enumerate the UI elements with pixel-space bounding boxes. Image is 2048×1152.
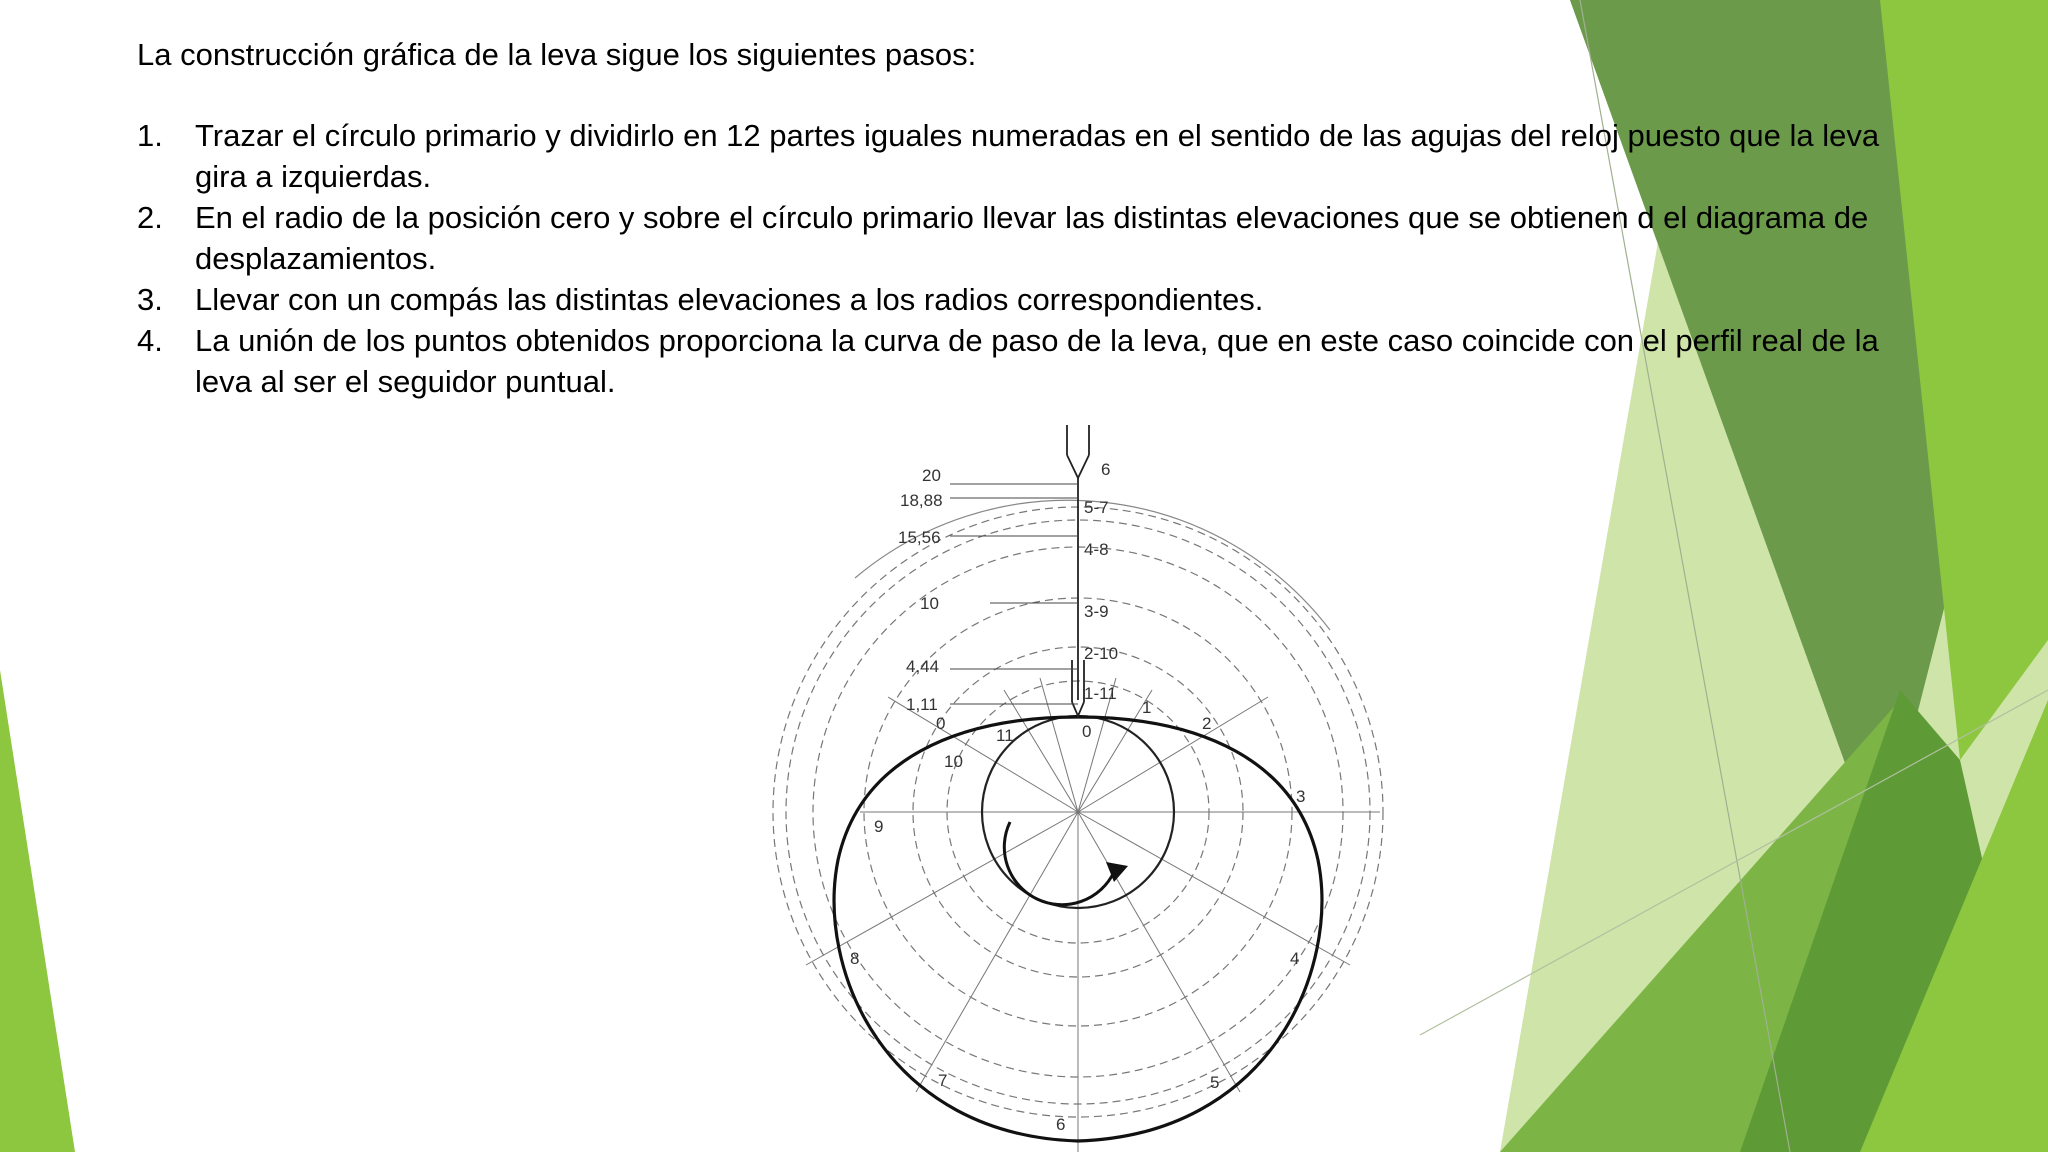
elevation-label: 15,56 <box>898 528 941 547</box>
step-item <box>137 279 1937 320</box>
profile-point-label: 7 <box>938 1071 948 1090</box>
profile-point-label: 5 <box>1210 1073 1220 1092</box>
division-label: 10 <box>944 752 963 771</box>
step-number: 4. <box>137 323 163 358</box>
cam-construction-diagram <box>740 420 1480 1152</box>
step-item <box>137 320 1937 402</box>
profile-point-label: 4 <box>1290 949 1300 968</box>
position-pair-label: 2-10 <box>1084 644 1119 663</box>
step-text: Llevar con un compás las distintas elevaciones a los radios correspondientes. <box>195 282 1264 317</box>
elevation-label: 18,88 <box>900 491 943 510</box>
position-pair-label: 3-9 <box>1084 602 1109 621</box>
step-item <box>137 197 1937 279</box>
position-pair-label: 5-7 <box>1084 498 1109 517</box>
step-text: Trazar el círculo primario y dividirlo en 12 partes iguales numeradas en el sentido de las agujas del reloj puesto que la leva gira a izquierdas. <box>195 118 1880 194</box>
follower <box>1067 425 1089 716</box>
steps-list <box>137 115 1937 402</box>
position-pair-label: 1-11 <box>1084 684 1117 703</box>
rotation-arrow <box>1004 822 1114 905</box>
elevation-label: 4,44 <box>906 657 940 676</box>
division-label: 2 <box>1202 714 1212 733</box>
step-item <box>137 115 1937 197</box>
position-pair-label: 0 <box>1082 722 1092 741</box>
position-pair-label: 6 <box>1101 460 1111 479</box>
step-text: En el radio de la posición cero y sobre el círculo primario llevar las distintas elevaciones que se obtienen d el diagrama de desplazamientos. <box>195 200 1869 276</box>
division-label: 1 <box>1142 698 1152 717</box>
step-text: La unión de los puntos obtenidos proporciona la curva de paso de la leva, que en este caso coincide con el perfil real de la leva al ser el seguidor puntual. <box>195 323 1879 399</box>
elevation-label: 1,11 <box>906 695 938 714</box>
division-rays <box>806 678 1380 1152</box>
elevation-label: 20 <box>922 466 941 485</box>
profile-point-label: 3 <box>1296 787 1306 806</box>
step-number: 2. <box>137 200 163 235</box>
division-label: 11 <box>996 726 1014 745</box>
profile-point-label: 8 <box>850 949 860 968</box>
elevation-label: 0 <box>936 714 946 733</box>
bg-triangle-left <box>0 670 75 1152</box>
elevation-label: 10 <box>920 594 939 613</box>
profile-point-label: 6 <box>1056 1115 1066 1134</box>
elevation-leaders <box>950 484 1078 704</box>
position-pair-label: 4-8 <box>1084 540 1109 559</box>
profile-point-label: 9 <box>874 817 884 836</box>
slide-intro: La construcción gráfica de la leva sigue los siguientes pasos: <box>137 37 977 72</box>
step-number: 1. <box>137 118 163 153</box>
step-number: 3. <box>137 282 163 317</box>
